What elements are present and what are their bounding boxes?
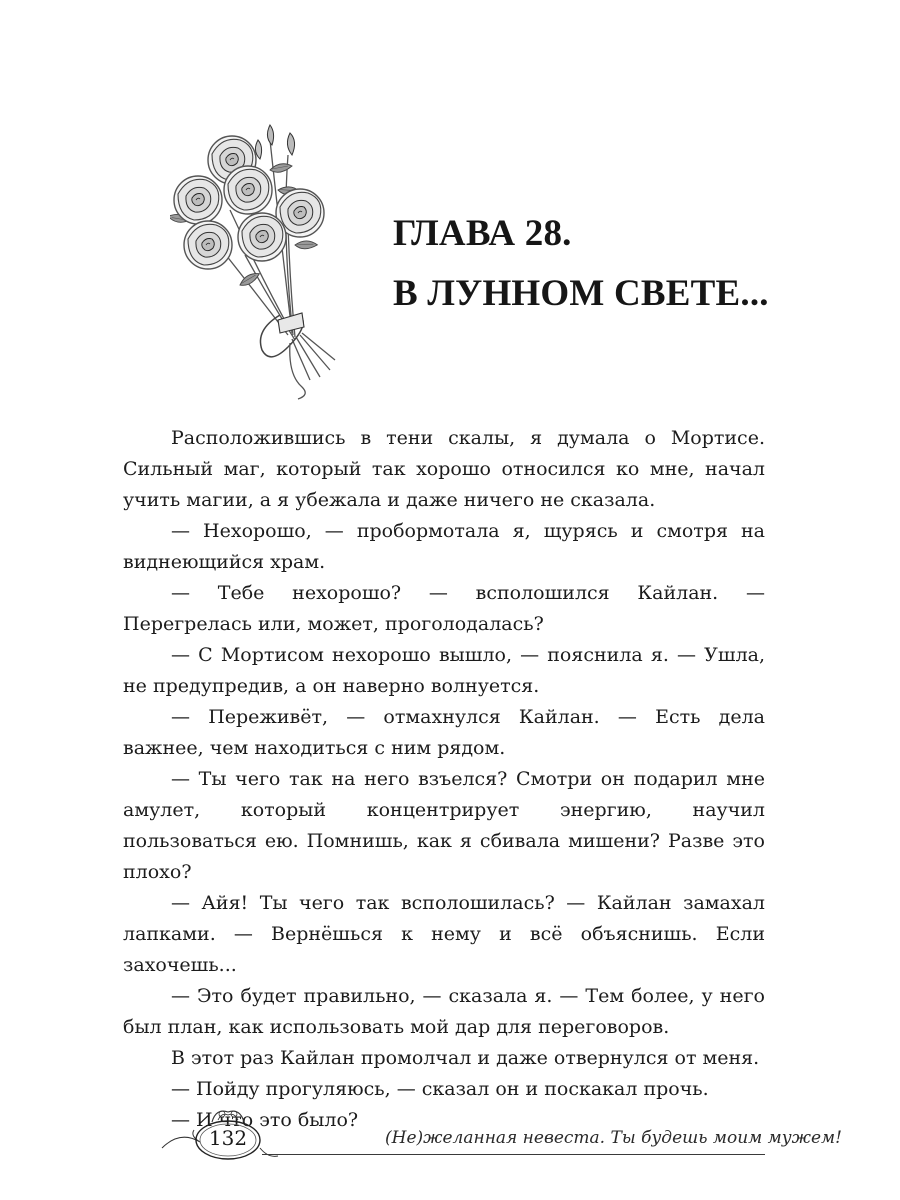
chapter-heading (393, 204, 769, 324)
running-title: (Не)желанная невеста. Ты будешь моим мужем! (385, 1128, 842, 1148)
chapter-number: ГЛАВА 28. (393, 213, 572, 254)
paragraph: — С Мортисом нехорошо вышло, — пояснила я. — Ушла, не предупредив, а он наверно волнуется. (123, 644, 765, 697)
paragraph: Расположившись в тени скалы, я думала о Мортисе. Сильный маг, который так хорошо относился ко мне, начал учить магии, а я убежала и даже ничего не сказала. (123, 427, 765, 511)
paragraph: — Айя! Ты чего так всполошилась? — Кайлан замахал лапками. — Вернёшься к нему и всё объяснишь. Если захочешь... (123, 892, 765, 976)
chapter-title: В ЛУННОМ СВЕТЕ... (393, 273, 769, 314)
rose-bouquet-icon (170, 115, 345, 400)
paragraph: — Переживёт, — отмахнулся Кайлан. — Есть дела важнее, чем находиться с ним рядом. (123, 706, 765, 759)
paragraph: — Это будет правильно, — сказала я. — Тем более, у него был план, как использовать мой дар для переговоров. (123, 985, 765, 1038)
paragraph: — Тебе нехорошо? — всполошился Кайлан. — Перегрелась или, может, проголодалась? (123, 582, 765, 635)
paragraph: — Ты чего так на него взъелся? Смотри он подарил мне амулет, который концентрирует энергию, научил пользоваться ею. Помнишь, как я сбивала мишени? Разве это плохо? (123, 768, 765, 883)
page-number: 132 (208, 1126, 248, 1150)
paragraph: — И что это было? (171, 1109, 359, 1131)
page-footer (0, 1100, 900, 1170)
footer-divider (262, 1154, 765, 1155)
paragraph: — Пойду прогуляюсь, — сказал он и поскакал прочь. (171, 1078, 709, 1100)
chapter-text (123, 423, 765, 1136)
paragraph: В этот раз Кайлан промолчал и даже отвернулся от меня. (171, 1047, 760, 1069)
paragraph: — Нехорошо, — пробормотала я, щурясь и смотря на виднеющийся храм. (123, 520, 765, 573)
